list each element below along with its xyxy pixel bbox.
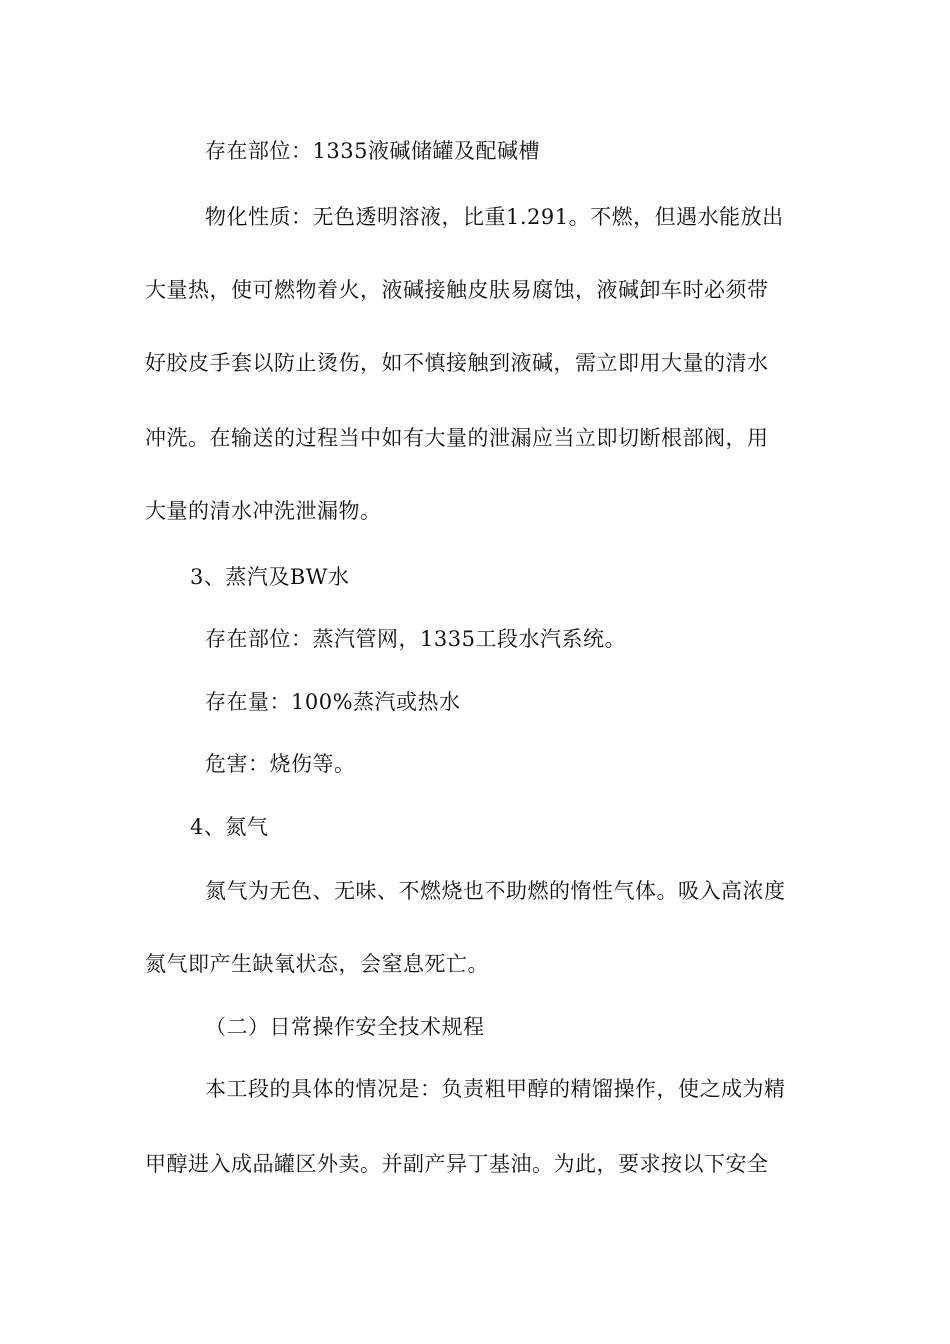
paragraph-line: 存在量：100%蒸汽或热水 xyxy=(205,690,461,714)
paragraph-line: 物化性质：无色透明溶液，比重1.291。不燃，但遇水能放出 xyxy=(205,205,784,229)
section-heading: 4、氮气 xyxy=(190,815,269,839)
paragraph-line: 大量的清水冲洗泄漏物。 xyxy=(145,499,382,523)
paragraph-line: 甲醇进入成品罐区外卖。并副产异丁基油。为此，要求按以下安全 xyxy=(145,1152,769,1176)
paragraph-line: 存在部位：蒸汽管网，1335工段水汽系统。 xyxy=(205,627,626,651)
paragraph-line: 存在部位：1335液碱储罐及配碱槽 xyxy=(205,139,540,163)
paragraph-line: 好胶皮手套以防止烫伤，如不慎接触到液碱，需立即用大量的清水 xyxy=(145,351,769,375)
section-heading: 3、蒸汽及BW水 xyxy=(190,565,350,589)
paragraph-line: 氮气即产生缺氧状态，会窒息死亡。 xyxy=(145,952,489,976)
paragraph-line: 本工段的具体的情况是：负责粗甲醇的精馏操作，使之成为精 xyxy=(205,1077,786,1101)
paragraph-line: 大量热，使可燃物着火，液碱接触皮肤易腐蚀，液碱卸车时必须带 xyxy=(145,278,769,302)
paragraph-line: 冲洗。在输送的过程当中如有大量的泄漏应当立即切断根部阀，用 xyxy=(145,426,769,450)
section-heading: （二）日常操作安全技术规程 xyxy=(205,1015,485,1039)
paragraph-line: 氮气为无色、无味、不燃烧也不助燃的惰性气体。吸入高浓度 xyxy=(205,879,786,903)
paragraph-line: 危害：烧伤等。 xyxy=(205,752,356,776)
